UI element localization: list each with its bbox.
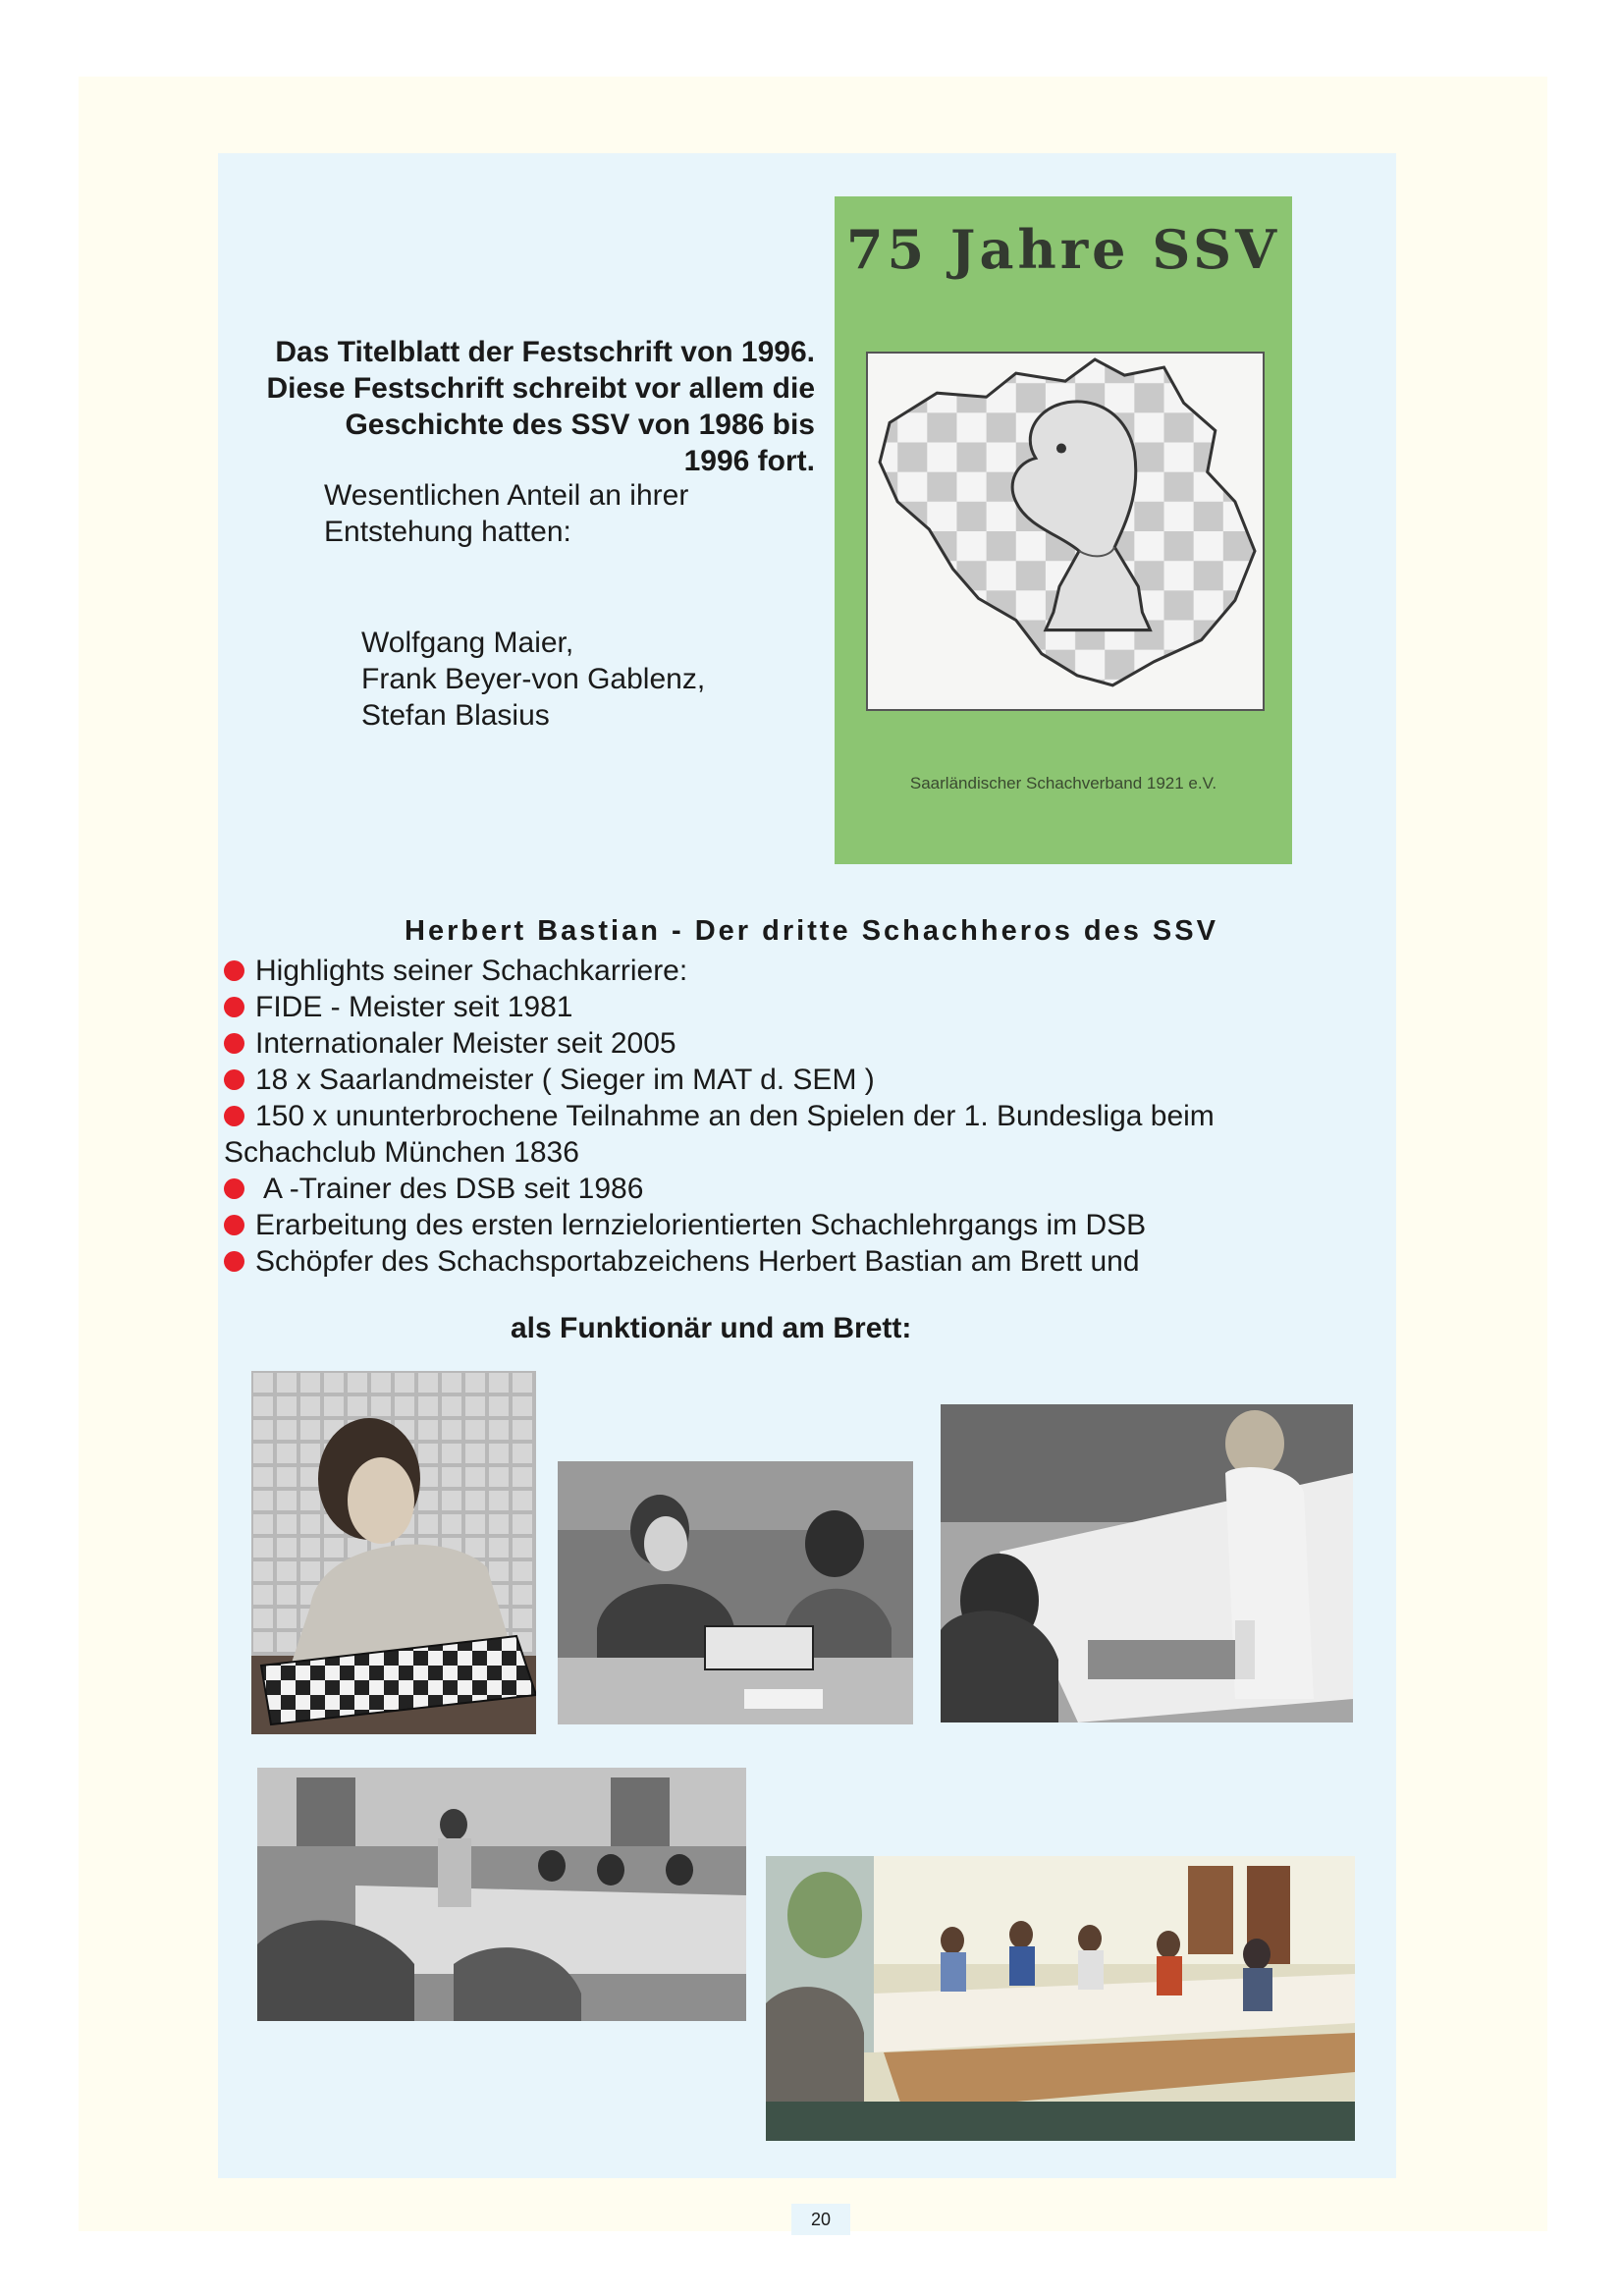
cover-caption-line: Geschichte des SSV von 1986 bis bbox=[345, 409, 815, 441]
list-item-text: Internationaler Meister seit 2005 bbox=[255, 1027, 676, 1060]
contributors-intro-line: Entstehung hatten: bbox=[324, 516, 571, 548]
list-item-text: A -Trainer des DSB seit 1986 bbox=[263, 1173, 644, 1205]
bullet-dot-icon bbox=[224, 1178, 244, 1199]
page-number: 20 bbox=[791, 2204, 850, 2235]
cover-caption-line: Diese Festschrift schreibt vor allem die bbox=[266, 372, 815, 405]
list-item-text: 18 x Saarlandmeister ( Sieger im MAT d. SEM ) bbox=[255, 1064, 875, 1096]
bullet-dot-icon bbox=[224, 1069, 244, 1090]
cover-caption-line: 1996 fort. bbox=[683, 445, 815, 477]
list-item-text: Erarbeitung des ersten lernzielorientierten Schachlehrgangs im DSB bbox=[255, 1209, 1147, 1241]
list-item bbox=[224, 1098, 1324, 1134]
cover-publisher: Saarländischer Schachverband 1921 e.V. bbox=[909, 774, 1217, 793]
photo-player-at-board bbox=[251, 1371, 536, 1734]
list-item bbox=[224, 953, 1324, 989]
bullet-dot-icon bbox=[224, 1033, 244, 1054]
contributors-intro-line: Wesentlichen Anteil an ihrer bbox=[324, 479, 689, 512]
bullet-dot-icon bbox=[224, 997, 244, 1017]
section-heading: Herbert Bastian - Der dritte Schachheros des SSV bbox=[405, 915, 1218, 947]
photo-meeting-room-color bbox=[766, 1856, 1355, 2141]
career-highlights-list bbox=[224, 953, 1324, 1280]
list-item-text: Schöpfer des Schachsportabzeichens Herbert Bastian am Brett und bbox=[255, 1245, 1140, 1278]
festschrift-cover bbox=[835, 196, 1292, 864]
photo-simultaneous-exhibition bbox=[941, 1404, 1353, 1722]
list-item bbox=[224, 1207, 1324, 1243]
list-item bbox=[224, 1062, 1324, 1098]
bullet-dot-icon bbox=[224, 1251, 244, 1272]
contributor-name: Wolfgang Maier, bbox=[361, 627, 574, 659]
list-item-text: 150 x ununterbrochene Teilnahme an den Spielen der 1. Bundesliga beim bbox=[255, 1100, 1215, 1132]
cover-caption-line: Das Titelblatt der Festschrift von 1996. bbox=[275, 336, 815, 368]
list-item bbox=[224, 1025, 1324, 1062]
photo-caption: als Funktionär und am Brett: bbox=[511, 1312, 912, 1344]
contributor-name: Frank Beyer-von Gablenz, bbox=[361, 663, 706, 695]
contributors-list bbox=[361, 625, 705, 734]
saarland-map-knight-image bbox=[866, 352, 1265, 711]
bullet-dot-icon bbox=[224, 1106, 244, 1126]
photo-officials-meeting bbox=[257, 1768, 746, 2021]
list-item bbox=[224, 989, 1324, 1025]
list-item-text: Highlights seiner Schachkarriere: bbox=[255, 955, 688, 987]
cover-title: 75 Jahre SSV bbox=[845, 218, 1281, 281]
list-item-text: FIDE - Meister seit 1981 bbox=[255, 991, 573, 1023]
contributor-name: Stefan Blasius bbox=[361, 699, 550, 732]
bullet-dot-icon bbox=[224, 1215, 244, 1235]
photo-two-players bbox=[558, 1461, 913, 1724]
bullet-dot-icon bbox=[224, 960, 244, 981]
list-item bbox=[224, 1171, 1324, 1207]
list-item bbox=[224, 1243, 1324, 1280]
cover-caption bbox=[226, 334, 815, 479]
list-item-continuation: Schachclub München 1836 bbox=[224, 1136, 579, 1169]
contributors-intro bbox=[324, 477, 688, 550]
